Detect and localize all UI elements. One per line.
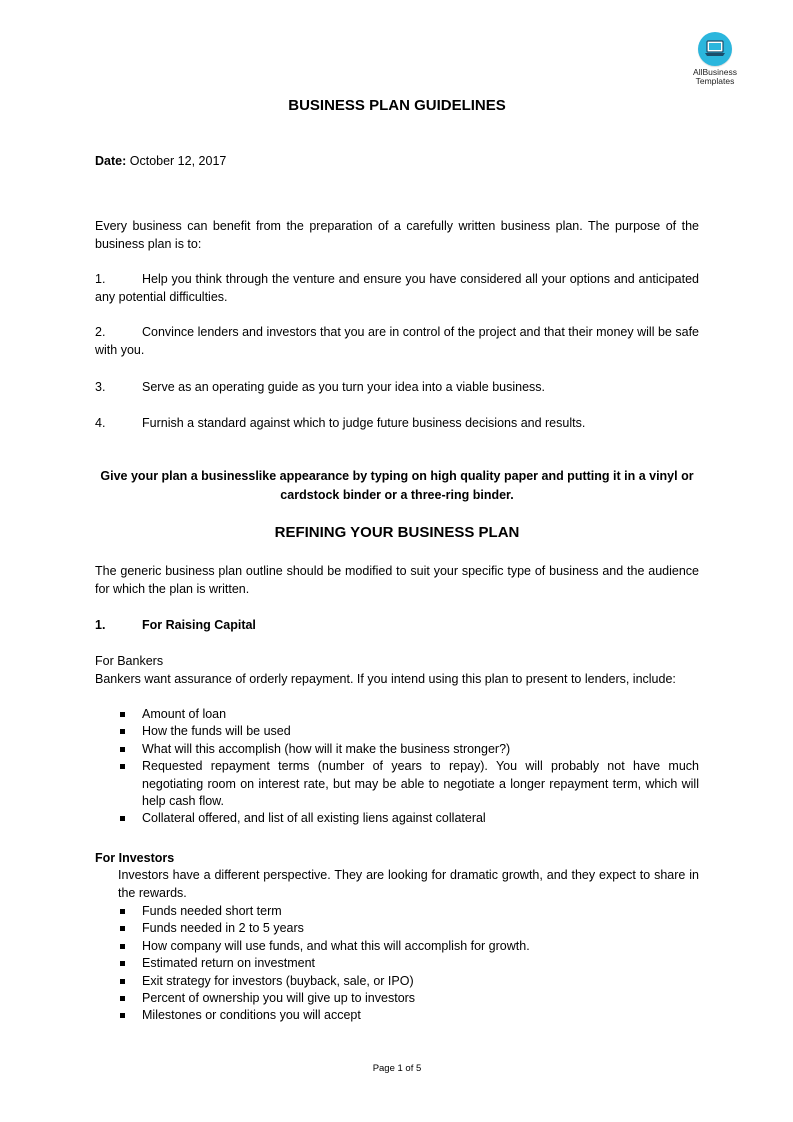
date-label: Date: <box>95 154 127 168</box>
investors-list <box>118 903 699 1025</box>
bullet-icon <box>120 712 125 717</box>
bullet-icon <box>120 979 125 984</box>
date-line <box>95 152 699 170</box>
list-item-text: Exit strategy for investors (buyback, sale, or IPO) <box>142 973 414 988</box>
bullet-icon <box>120 926 125 931</box>
list-item-text: Funds needed in 2 to 5 years <box>142 921 304 936</box>
list-item-text: How company will use funds, and what this will accomplish for growth. <box>142 938 530 953</box>
page-number: Page 1 of 5 <box>372 1063 422 1074</box>
brand-logo <box>684 32 746 86</box>
bullet-icon <box>120 729 125 734</box>
list-item <box>118 973 699 990</box>
list-item-text: Percent of ownership you will give up to investors <box>142 991 416 1006</box>
page-title: BUSINESS PLAN GUIDELINES <box>288 97 506 114</box>
list-item <box>118 723 699 740</box>
list-item <box>118 955 699 972</box>
list-item <box>118 990 699 1007</box>
purpose-number: 4. <box>95 416 106 430</box>
bullet-icon <box>120 764 125 769</box>
purpose-text: Convince lenders and investors that you are in control of the project and that their money will be safe with you. <box>95 325 699 357</box>
bullet-icon <box>120 996 125 1001</box>
bankers-list <box>118 706 699 828</box>
laptop-icon <box>698 32 732 66</box>
purpose-item-1 <box>95 270 699 306</box>
purpose-item-2 <box>95 323 699 359</box>
purpose-text: Furnish a standard against which to judge future business decisions and results. <box>142 416 586 430</box>
list-item <box>118 810 699 827</box>
list-item-text: Funds needed short term <box>142 904 282 918</box>
purpose-number: 1. <box>95 272 106 286</box>
logo-text <box>684 68 746 86</box>
bullet-icon <box>120 747 125 752</box>
bankers-paragraph: Bankers want assurance of orderly repayment. If you intend using this plan to present to lenders, include: <box>95 672 676 686</box>
list-item <box>118 706 699 723</box>
list-item-text: Requested repayment terms (number of years to repay). You will probably not have much negotiating room on interest rate, but may be able to negotiate a longer repayment term, which will help cash flow. <box>142 759 699 809</box>
bullet-icon <box>120 816 125 821</box>
list-item <box>118 758 699 810</box>
bullet-icon <box>120 961 125 966</box>
list-item <box>118 920 699 937</box>
purpose-number: 3. <box>95 380 106 394</box>
logo-line-1: AllBusiness <box>693 67 737 77</box>
list-item <box>118 741 699 758</box>
bullet-icon <box>120 909 125 914</box>
list-item-text: Milestones or conditions you will accept <box>142 1008 361 1023</box>
list-item-text: Amount of loan <box>142 707 227 721</box>
bankers-heading: For Bankers <box>95 654 164 668</box>
purpose-text: Help you think through the venture and ensure you have considered all your options and anticipated any potential difficulties. <box>95 272 699 304</box>
investors-paragraph: Investors have a different perspective. They are looking for dramatic growth, and they expect to share in the rewards. <box>118 868 699 900</box>
purpose-item-3 <box>95 378 699 396</box>
appearance-note: Give your plan a businesslike appearance by typing on high quality paper and putting it in a vinyl or cardstock binder or a three-ring binder. <box>100 469 694 502</box>
purpose-text: Serve as an operating guide as you turn your idea into a viable business. <box>142 380 546 394</box>
list-item <box>118 1007 699 1024</box>
intro-paragraph: Every business can benefit from the preparation of a carefully written business plan. The purpose of the business plan is to: <box>95 219 699 251</box>
list-item <box>118 938 699 955</box>
raising-capital-heading <box>95 616 699 634</box>
list-item-text: What will this accomplish (how will it make the business stronger?) <box>142 741 511 756</box>
section-title: REFINING YOUR BUSINESS PLAN <box>274 524 520 541</box>
bullet-icon <box>120 944 125 949</box>
list-item <box>118 903 699 920</box>
date-value: October 12, 2017 <box>129 154 227 168</box>
investors-heading: For Investors <box>95 851 175 865</box>
logo-line-2: Templates <box>695 76 735 86</box>
heading-text: For Raising Capital <box>142 618 256 632</box>
section-intro: The generic business plan outline should be modified to suit your specific type of business and the audience for which the plan is written. <box>95 564 699 596</box>
list-item-text: Estimated return on investment <box>142 956 315 971</box>
purpose-item-4 <box>95 414 699 432</box>
purpose-number: 2. <box>95 325 106 339</box>
bullet-icon <box>120 1013 125 1018</box>
list-item-text: Collateral offered, and list of all existing liens against collateral <box>142 811 486 826</box>
list-item-text: How the funds will be used <box>142 724 291 739</box>
heading-number: 1. <box>95 618 106 632</box>
